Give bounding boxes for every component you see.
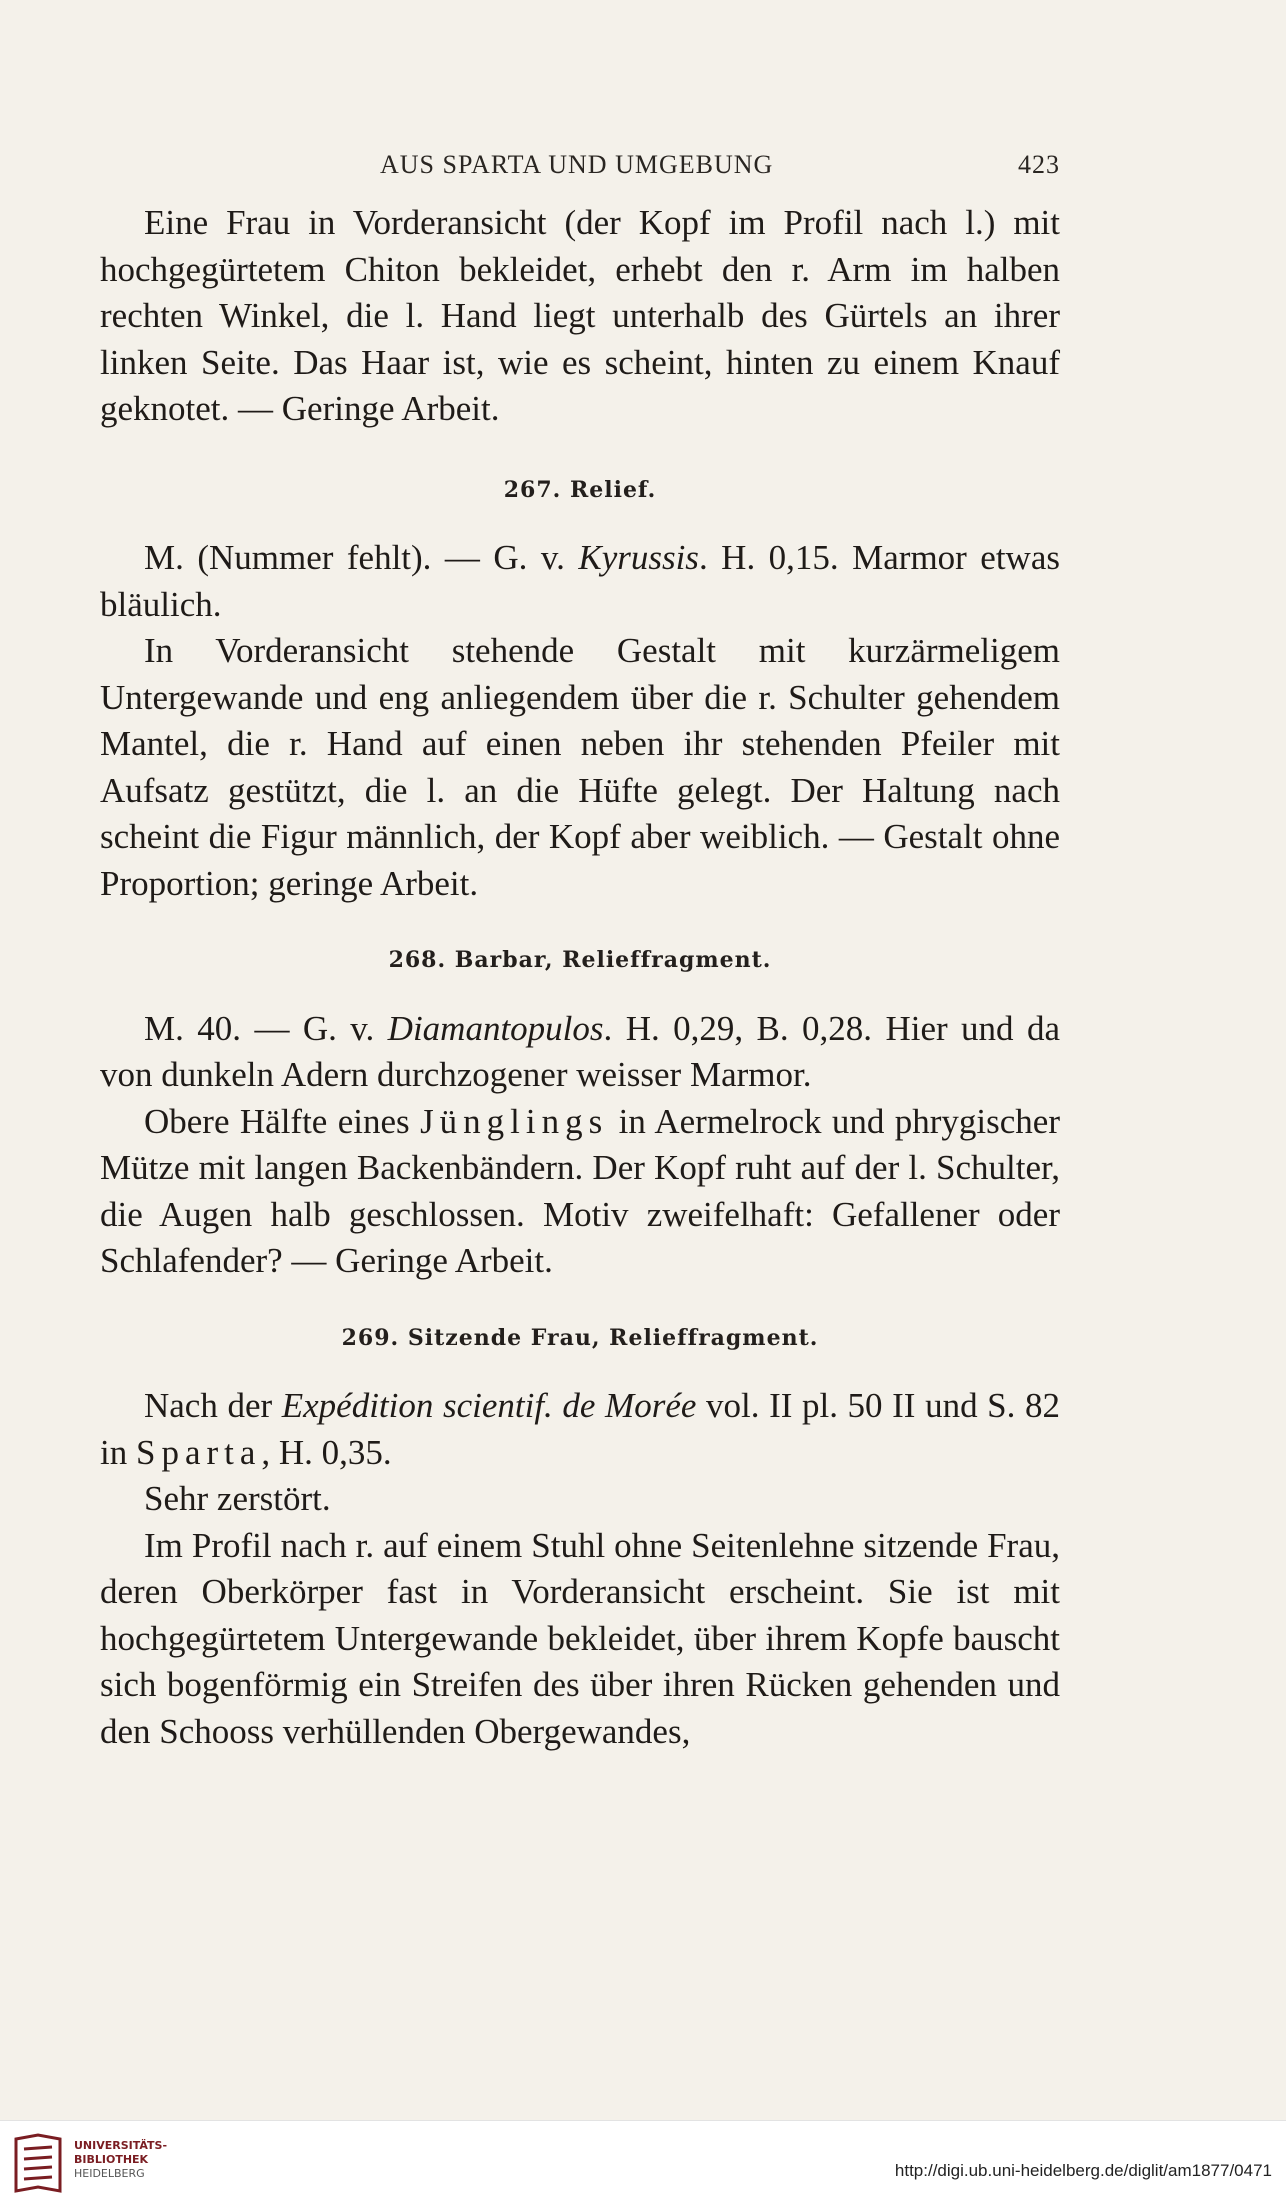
entry-269-meta-c: , H. 0,35. xyxy=(261,1432,392,1472)
entry-268-meta-b: . H. 0,29, B. 0,28. Hier und da von dunkeln Adern durchzogener weisser Marmor. xyxy=(100,1008,1060,1094)
entry-269-heading: 269. Sitzende Frau, Relieffragment. xyxy=(341,1324,819,1351)
entry-268-donor: Diamantopulos xyxy=(387,1008,604,1048)
entry-268-desc-b: in Aermelrock und phrygischer Mütze mit langen Backenbändern. Der Kopf ruht auf der l. Schulter, die Augen halb geschlossen. Motiv zweifelhaft: Gefallener oder Schlafender? — Geringe Arbeit. xyxy=(100,1101,1061,1280)
entry-268-description xyxy=(100,1099,1060,1285)
source-url-link[interactable]: http://digi.ub.uni-heidelberg.de/diglit/am1877/0471 xyxy=(894,2161,1272,2180)
page-number: 423 xyxy=(1018,150,1060,179)
entry-267-meta-a: M. (Nummer fehlt). — G. v. xyxy=(144,538,579,577)
page-body xyxy=(100,200,1060,1755)
entry-267-donor: Kyrussis xyxy=(578,538,699,577)
entry-269-source: Expédition scientif. de Morée xyxy=(281,1386,697,1425)
logo-line-3: HEIDELBERG xyxy=(74,2167,145,2180)
library-logo-icon xyxy=(12,2133,64,2195)
entry-269-description: Im Profil nach r. auf einem Stuhl ohne Seitenlehne sitzende Frau, deren Oberkörper fast in Vorderansicht erscheint. Sie ist mit hochgegürtetem Untergewande bekleidet, über ihrem Kopfe bauscht sich bogenförmig ein Streifen des über ihren Rücken gehenden und den Schooss verhüllenden Obergewandes, xyxy=(100,1525,1060,1751)
entry-266-continuation: Eine Frau in Vorderansicht (der Kopf im Profil nach l.) mit hochgegürtetem Chiton bekleidet, erhebt den r. Arm im halben rechten Winkel, die l. Hand liegt unterhalb des Gürtels an ihrer linken Seite. Das Haar ist, wie es scheint, hinten zu einem Knauf geknotet. — Geringe Arbeit. xyxy=(100,203,1060,428)
library-logo-text xyxy=(74,2139,167,2181)
entry-267-meta-b: . H. 0,15. Marmor etwas bläulich. xyxy=(100,538,1060,624)
running-title: AUS SPARTA UND UMGEBUNG xyxy=(380,150,774,179)
entry-268-meta xyxy=(100,1006,1060,1099)
entry-267-meta xyxy=(100,535,1060,628)
digitization-footer xyxy=(0,2120,1286,2205)
entry-269-spaced-word: Sparta xyxy=(135,1432,262,1472)
page-header xyxy=(370,150,1060,190)
entry-268-desc-a: Obere Hälfte eines xyxy=(144,1101,421,1141)
entry-267-description: In Vorderansicht stehende Gestalt mit kurzärmeligem Untergewande und eng anliegendem über die r. Schulter gehendem Mantel, die r. Hand auf einen neben ihr stehenden Pfeiler mit Aufsatz gestützt, die l. an die Hüfte gelegt. Der Haltung nach scheint die Figur männlich, der Kopf aber weiblich. — Gestalt ohne Proportion; geringe Arbeit. xyxy=(100,631,1060,903)
entry-269-meta xyxy=(100,1383,1060,1476)
entry-269-meta-a: Nach der xyxy=(144,1386,282,1425)
entry-269-condition: Sehr zerstört. xyxy=(144,1479,331,1518)
entry-268-spaced-word: Jünglings xyxy=(420,1101,609,1141)
entry-267-heading: 267. Relief. xyxy=(503,476,657,503)
entry-268-heading: 268. Barbar, Relieffragment. xyxy=(388,947,772,973)
logo-line-1: UNIVERSITÄTS- xyxy=(74,2139,168,2152)
entry-269-meta-b: vol. II pl. 50 II und S. 82 in xyxy=(100,1386,1060,1472)
entry-268-meta-a: M. 40. — G. v. xyxy=(144,1008,388,1048)
logo-line-2: BIBLIOTHEK xyxy=(74,2153,149,2166)
